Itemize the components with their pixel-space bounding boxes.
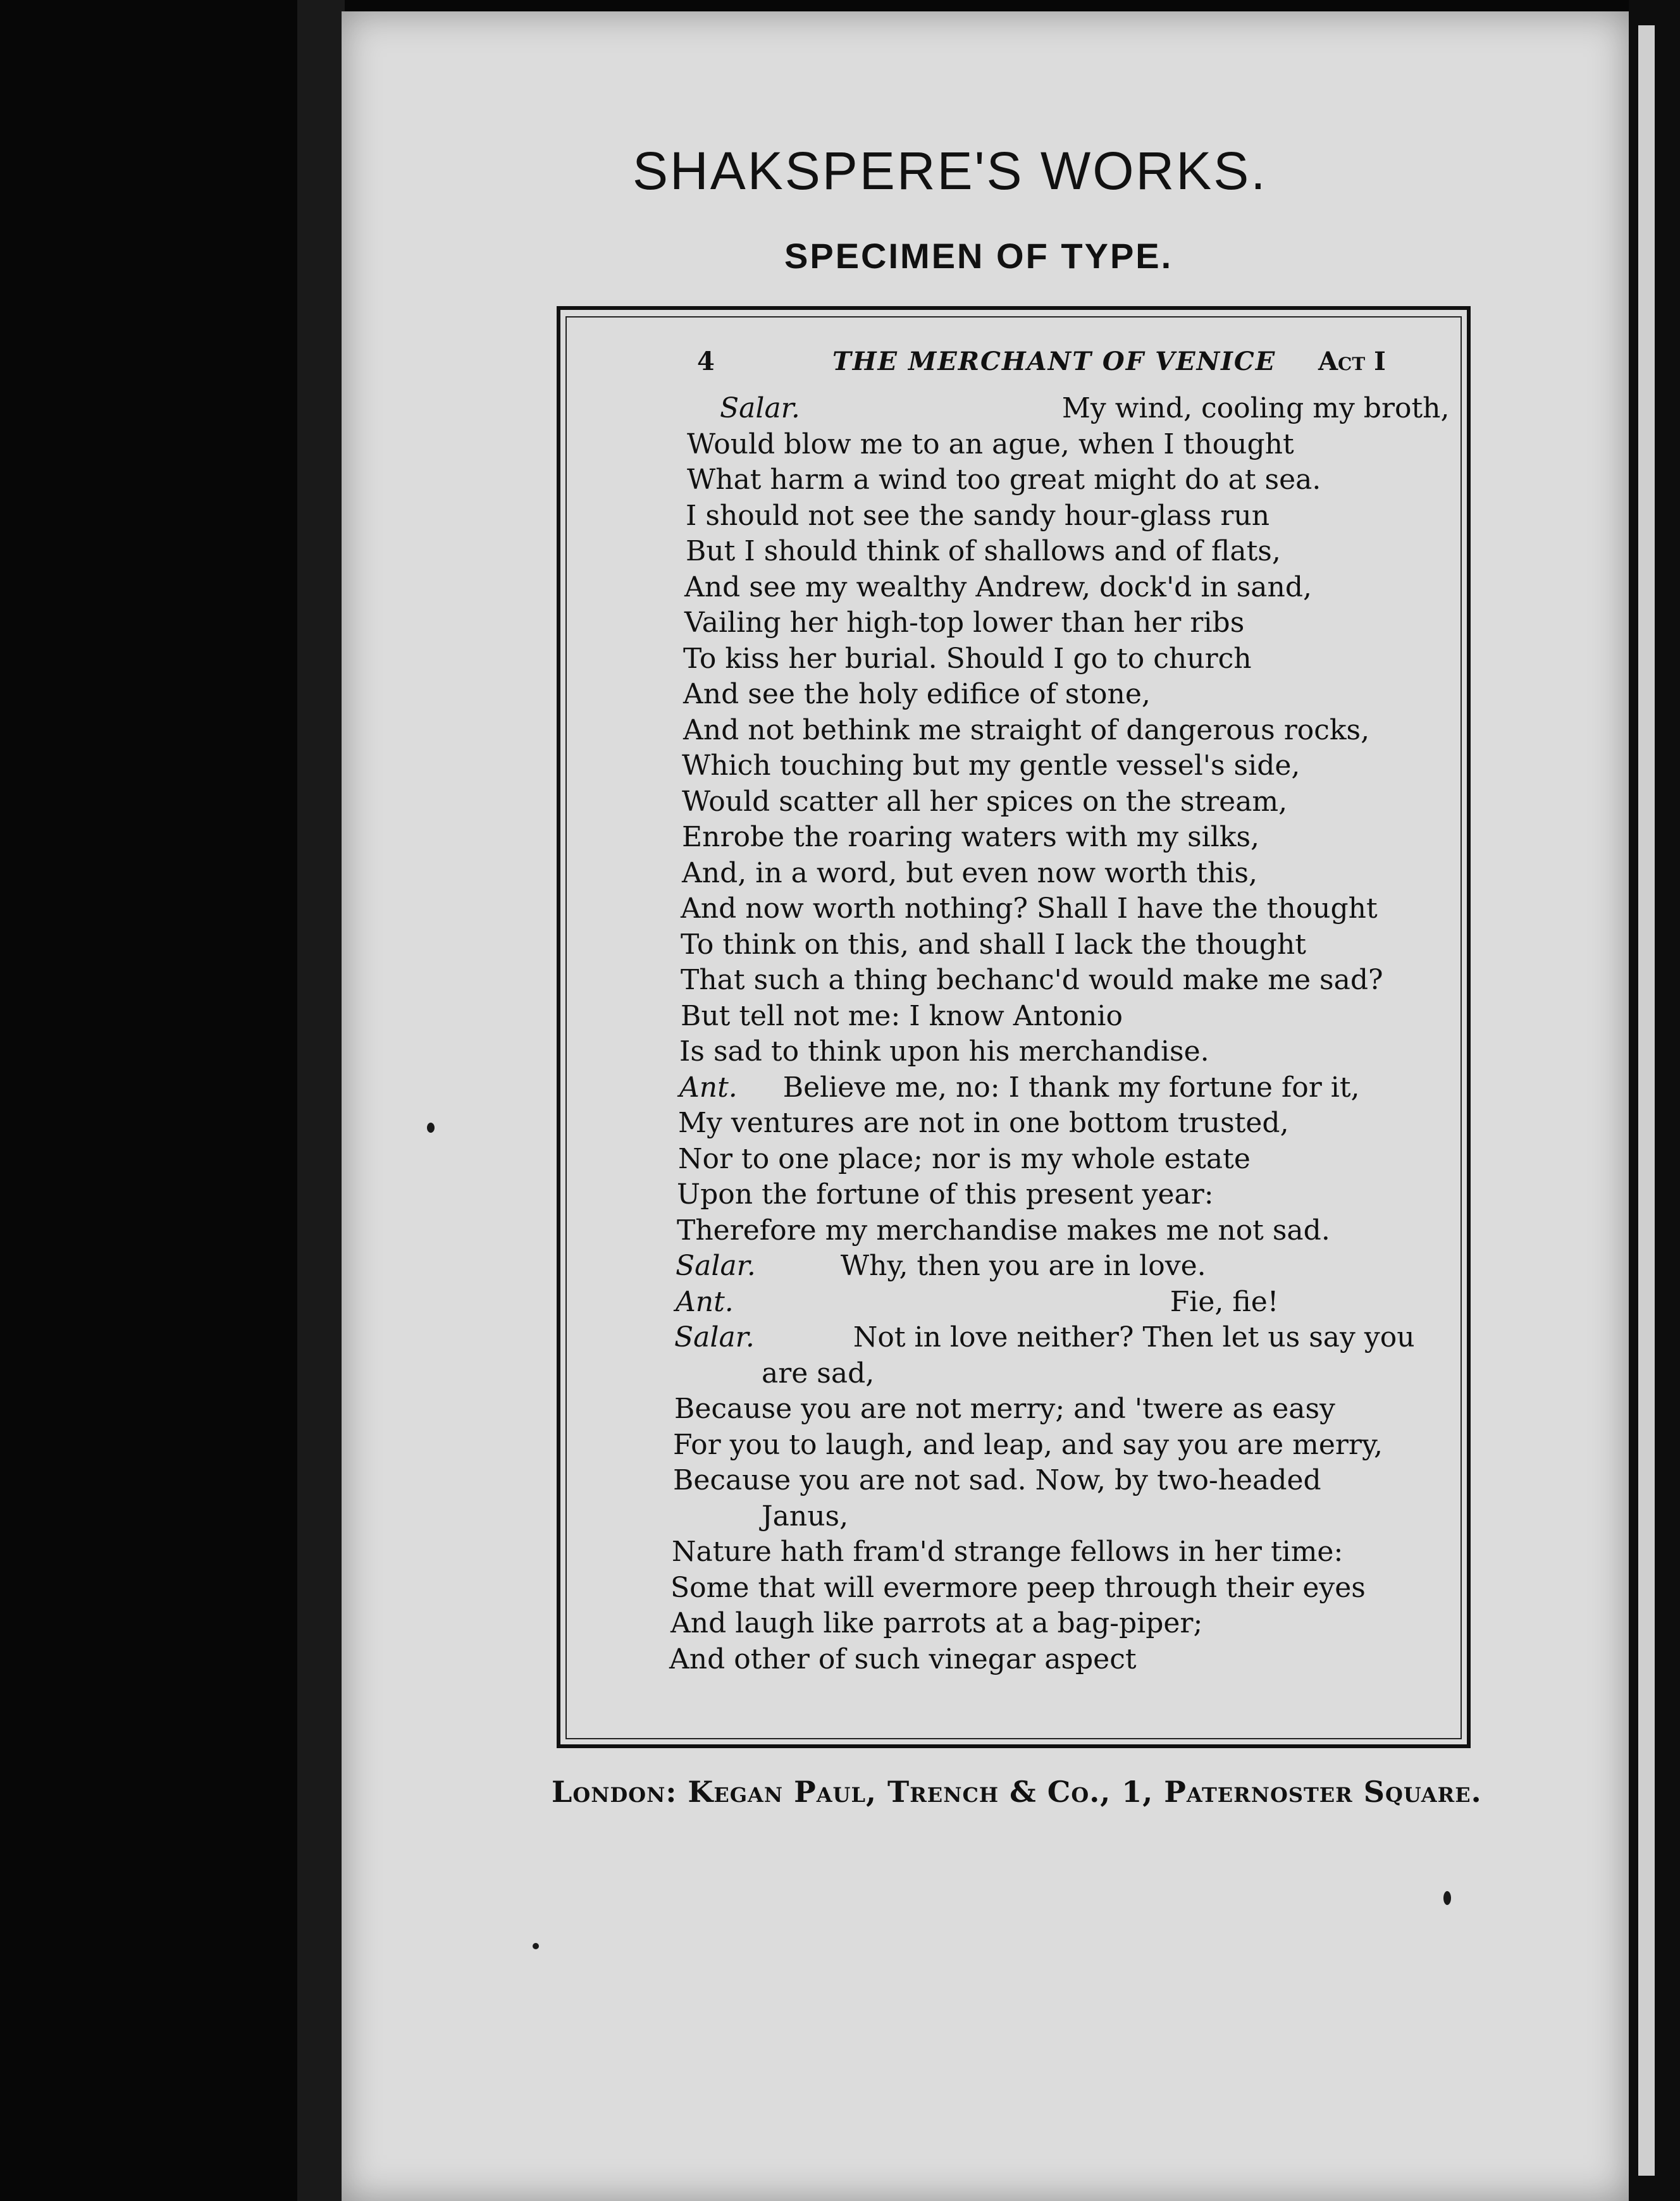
verse-text: Is sad to think upon his merchandise.	[679, 1035, 1209, 1068]
publisher-imprint: London: Kegan Paul, Trench & Co., 1, Paternoster Square.	[552, 1775, 1482, 1809]
verse-line	[681, 892, 1378, 925]
verse-text: That such a thing bechanc'd would make me sad?	[681, 964, 1383, 996]
verse-text: My ventures are not in one bottom trusted,	[678, 1107, 1289, 1139]
facing-page-sliver	[1638, 25, 1655, 2176]
verse-text: are sad,	[762, 1357, 875, 1390]
verse-text: And other of such vinegar aspect	[669, 1643, 1137, 1675]
verse-line	[762, 1500, 848, 1532]
verse-text: Fie, fie!	[1170, 1286, 1279, 1318]
verse-text: Which touching but my gentle vessel's side,	[682, 749, 1300, 782]
verse-text: For you to laugh, and leap, and say you are merry,	[673, 1429, 1383, 1461]
verse-text: Nature hath fram'd strange fellows in her time:	[672, 1536, 1343, 1568]
verse-line	[682, 821, 1259, 853]
verse-line	[683, 714, 1369, 746]
verse-line	[686, 535, 1281, 567]
verse-text: Enrobe the roaring waters with my silks,	[682, 821, 1260, 853]
verse-line	[676, 1250, 1206, 1282]
verse-line	[669, 1643, 1137, 1675]
verse-text: Therefore my merchandise makes me not sad.	[677, 1214, 1330, 1247]
verse-line	[681, 928, 1306, 961]
verse-text: Not in love neither? Then let us say you	[853, 1321, 1415, 1353]
verse-line	[674, 1321, 1415, 1353]
verse-line	[670, 1607, 1202, 1639]
verse-line	[674, 1393, 1335, 1425]
verse-text: Vailing her high-top lower than her ribs	[684, 607, 1245, 639]
specimen-running-title: THE MERCHANT OF VENICE	[832, 347, 1276, 376]
specimen-act-label: Act I	[1318, 347, 1386, 376]
verse-text: Upon the fortune of this present year:	[677, 1178, 1214, 1211]
verse-text: Would scatter all her spices on the stream,	[682, 786, 1288, 818]
verse-text: Janus,	[762, 1500, 849, 1532]
verse-line	[677, 1214, 1330, 1247]
verse-line	[720, 392, 1450, 424]
speaker-name: Salar.	[720, 392, 800, 424]
verse-line	[672, 1536, 1343, 1568]
verse-text: I should not see the sandy hour-glass run	[686, 500, 1270, 532]
speaker-name: Ant.	[679, 1071, 738, 1104]
verse-line	[670, 1572, 1366, 1604]
verse-line	[683, 678, 1151, 710]
ink-speck	[533, 1943, 539, 1949]
specimen-page-number: 4	[697, 347, 715, 376]
speaker-name: Ant.	[676, 1286, 734, 1318]
verse-line	[681, 1000, 1123, 1032]
verse-line	[673, 1429, 1383, 1461]
verse-text: Would blow me to an ague, when I thought	[687, 428, 1294, 460]
verse-text: And now worth nothing? Shall I have the thought	[681, 892, 1378, 925]
verse-line	[673, 1464, 1321, 1496]
verse-line	[678, 1143, 1251, 1175]
verse-text: And not bethink me straight of dangerous rocks,	[683, 714, 1370, 746]
speaker-name: Salar.	[674, 1321, 755, 1353]
verse-text: Because you are not sad. Now, by two-headed	[673, 1464, 1321, 1496]
verse-text: To think on this, and shall I lack the thought	[681, 928, 1306, 961]
verse-text: My wind, cooling my broth,	[1061, 392, 1450, 424]
verse-line	[677, 1178, 1214, 1211]
verse-text: Why, then you are in love.	[840, 1250, 1206, 1282]
speaker-name: Salar.	[676, 1250, 756, 1282]
verse-line	[682, 786, 1287, 818]
verse-text: And laugh like parrots at a bag-piper;	[670, 1607, 1203, 1639]
verse-text: Because you are not merry; and 'twere as easy	[674, 1393, 1335, 1425]
verse-text: And, in a word, but even now worth this,	[682, 857, 1257, 889]
verse-line	[682, 749, 1300, 782]
verse-line	[679, 1071, 1360, 1104]
verse-text: But I should think of shallows and of flats,	[686, 535, 1281, 567]
verse-text: To kiss her burial. Should I go to church	[683, 643, 1252, 675]
ink-speck	[427, 1123, 435, 1133]
verse-text: Nor to one place; nor is my whole estate	[678, 1143, 1251, 1175]
verse-line	[676, 1286, 1278, 1318]
page-title: SHAKSPERE'S WORKS.	[633, 141, 1268, 200]
verse-line	[687, 428, 1294, 460]
verse-line	[684, 571, 1312, 603]
verse-line	[683, 643, 1252, 675]
book-spine-shadow	[297, 0, 345, 2201]
ink-speck	[1443, 1891, 1451, 1905]
verse-text: And see my wealthy Andrew, dock'd in sand,	[684, 571, 1312, 603]
verse-line	[684, 607, 1244, 639]
verse-line	[687, 464, 1321, 496]
page-subtitle: SPECIMEN OF TYPE.	[784, 236, 1173, 276]
verse-line	[686, 500, 1269, 532]
verse-text: But tell not me: I know Antonio	[681, 1000, 1123, 1032]
verse-line	[762, 1357, 874, 1390]
verse-line	[682, 857, 1257, 889]
verse-text: And see the holy edifice of stone,	[683, 678, 1151, 710]
verse-text: Believe me, no: I thank my fortune for it,	[782, 1071, 1360, 1104]
verse-line	[679, 1035, 1209, 1068]
verse-text: What harm a wind too great might do at sea.	[687, 464, 1321, 496]
verse-text: Some that will evermore peep through their eyes	[670, 1572, 1366, 1604]
verse-line	[681, 964, 1383, 996]
verse-line	[678, 1107, 1289, 1139]
